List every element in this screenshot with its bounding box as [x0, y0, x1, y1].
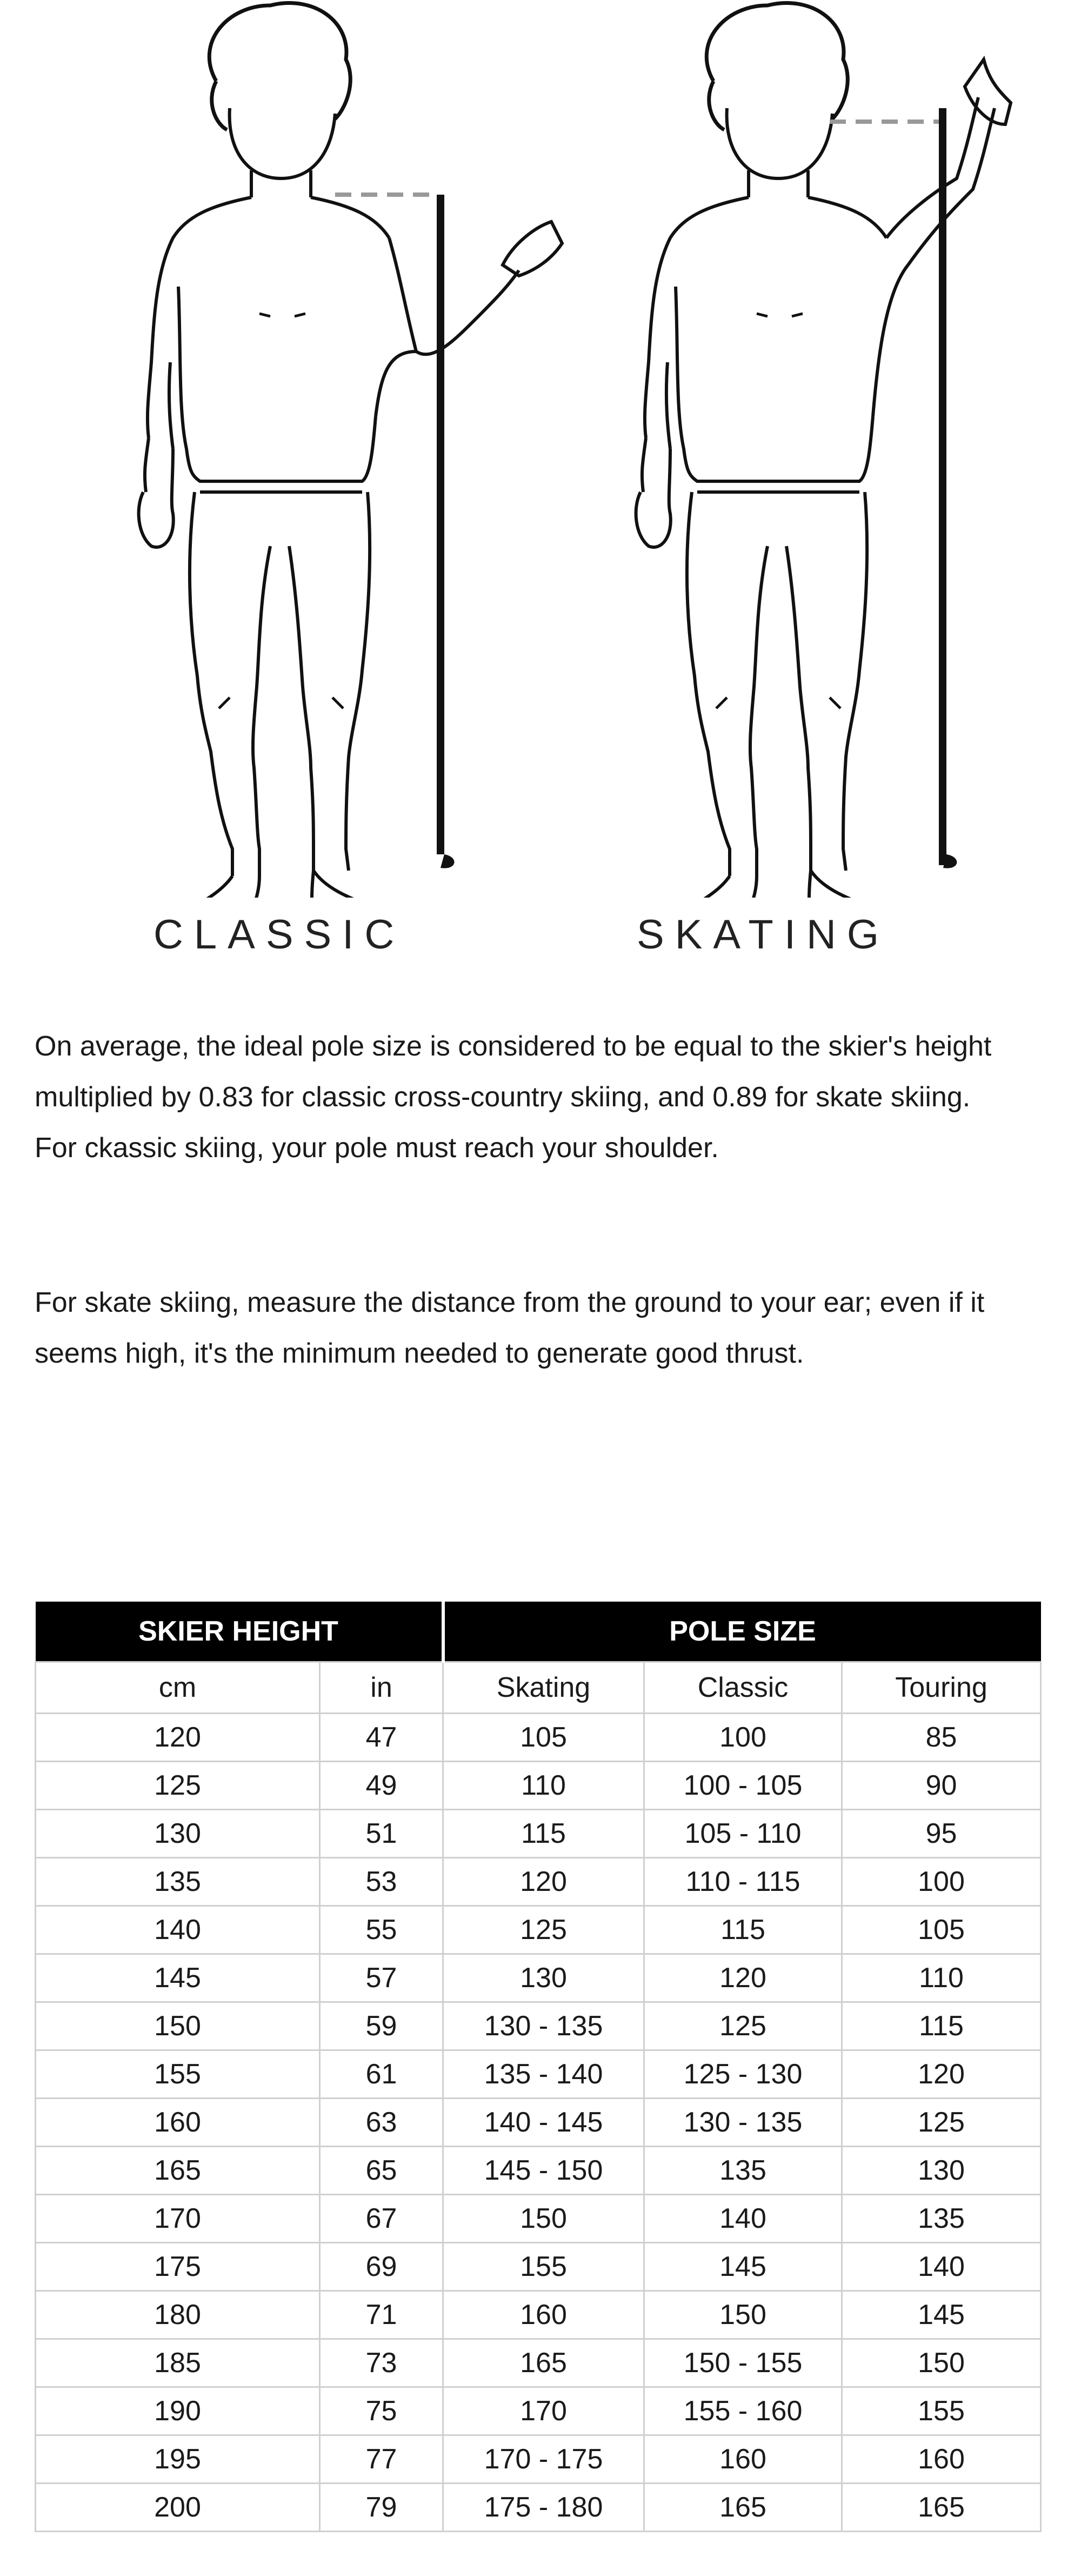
cell-touring: 125: [842, 2099, 1041, 2147]
cell-skating: 160: [443, 2291, 644, 2339]
cell-cm: 145: [36, 1954, 320, 2002]
cell-skating: 130 - 135: [443, 2002, 644, 2050]
skating-label: SKATING: [637, 912, 890, 958]
cell-cm: 120: [36, 1714, 320, 1762]
cell-classic: 150: [644, 2291, 842, 2339]
cell-cm: 180: [36, 2291, 320, 2339]
cell-touring: 140: [842, 2243, 1041, 2291]
cell-skating: 135 - 140: [443, 2050, 644, 2099]
cell-skating: 140 - 145: [443, 2099, 644, 2147]
cell-cm: 200: [36, 2484, 320, 2532]
description-paragraph-2: For skate skiing, measure the distance from the ground to your ear; even if it seems high, it's the minimum needed to generate good thrust.: [35, 1287, 985, 1369]
description-classic-rule: For ckassic skiing, your pole must reach your shoulder.: [35, 1132, 719, 1164]
cell-touring: 85: [842, 1714, 1041, 1762]
table-row: [36, 2147, 1041, 2195]
cell-cm: 165: [36, 2147, 320, 2195]
table-row: [36, 2387, 1041, 2435]
classic-label: CLASSIC: [154, 912, 405, 958]
table-row: [36, 2243, 1041, 2291]
column-header-touring: Touring: [842, 1662, 1041, 1714]
cell-skating: 170: [443, 2387, 644, 2435]
pole-size-illustrations: [0, 0, 1081, 898]
cell-in: 51: [320, 1810, 443, 1858]
column-header-cm: cm: [36, 1662, 320, 1714]
cell-touring: 150: [842, 2339, 1041, 2387]
cell-cm: 140: [36, 1906, 320, 1954]
cell-classic: 125 - 130: [644, 2050, 842, 2099]
cell-cm: 160: [36, 2099, 320, 2147]
table-row: [36, 1810, 1041, 1858]
cell-cm: 130: [36, 1810, 320, 1858]
cell-touring: 95: [842, 1810, 1041, 1858]
cell-in: 65: [320, 2147, 443, 2195]
cell-in: 63: [320, 2099, 443, 2147]
cell-touring: 155: [842, 2387, 1041, 2435]
cell-touring: 130: [842, 2147, 1041, 2195]
cell-touring: 145: [842, 2291, 1041, 2339]
cell-classic: 105 - 110: [644, 1810, 842, 1858]
cell-in: 79: [320, 2484, 443, 2532]
cell-touring: 165: [842, 2484, 1041, 2532]
cell-skating: 105: [443, 1714, 644, 1762]
cell-touring: 105: [842, 1906, 1041, 1954]
table-row: [36, 2291, 1041, 2339]
cell-in: 61: [320, 2050, 443, 2099]
column-header-skating: Skating: [443, 1662, 644, 1714]
table-row: [36, 1762, 1041, 1810]
skating-figure: [636, 3, 1011, 898]
table-row: [36, 2195, 1041, 2243]
cell-classic: 100: [644, 1714, 842, 1762]
cell-classic: 160: [644, 2435, 842, 2484]
cell-cm: 175: [36, 2243, 320, 2291]
table-column-header-row: [36, 1662, 1041, 1714]
cell-skating: 120: [443, 1858, 644, 1906]
cell-in: 59: [320, 2002, 443, 2050]
cell-classic: 150 - 155: [644, 2339, 842, 2387]
cell-classic: 145: [644, 2243, 842, 2291]
cell-cm: 125: [36, 1762, 320, 1810]
cell-cm: 190: [36, 2387, 320, 2435]
cell-cm: 170: [36, 2195, 320, 2243]
cell-in: 73: [320, 2339, 443, 2387]
table-row: [36, 1714, 1041, 1762]
cell-classic: 125: [644, 2002, 842, 2050]
cell-classic: 100 - 105: [644, 1762, 842, 1810]
table-row: [36, 1954, 1041, 2002]
cell-touring: 115: [842, 2002, 1041, 2050]
cell-cm: 195: [36, 2435, 320, 2484]
cell-in: 75: [320, 2387, 443, 2435]
cell-skating: 170 - 175: [443, 2435, 644, 2484]
cell-skating: 150: [443, 2195, 644, 2243]
cell-in: 67: [320, 2195, 443, 2243]
column-header-classic: Classic: [644, 1662, 842, 1714]
cell-in: 55: [320, 1906, 443, 1954]
cell-cm: 135: [36, 1858, 320, 1906]
cell-skating: 145 - 150: [443, 2147, 644, 2195]
header-pole-size: POLE SIZE: [443, 1602, 1041, 1662]
table-row: [36, 1858, 1041, 1906]
cell-skating: 115: [443, 1810, 644, 1858]
cell-skating: 130: [443, 1954, 644, 2002]
cell-classic: 130 - 135: [644, 2099, 842, 2147]
cell-skating: 125: [443, 1906, 644, 1954]
table-row: [36, 2099, 1041, 2147]
cell-touring: 90: [842, 1762, 1041, 1810]
cell-in: 77: [320, 2435, 443, 2484]
cell-cm: 155: [36, 2050, 320, 2099]
description-average-rule: On average, the ideal pole size is considered to be equal to the skier's height multiplied by 0.83 for classic cross-country skiing, and 0.89 for skate skiing.: [35, 1031, 992, 1113]
cell-classic: 135: [644, 2147, 842, 2195]
cell-skating: 175 - 180: [443, 2484, 644, 2532]
cell-classic: 115: [644, 1906, 842, 1954]
table-row: [36, 2339, 1041, 2387]
cell-cm: 185: [36, 2339, 320, 2387]
cell-classic: 120: [644, 1954, 842, 2002]
column-header-in: in: [320, 1662, 443, 1714]
cell-skating: 165: [443, 2339, 644, 2387]
table-group-header-row: [36, 1602, 1041, 1662]
skating-pole: [939, 108, 957, 868]
cell-in: 57: [320, 1954, 443, 2002]
cell-cm: 150: [36, 2002, 320, 2050]
cell-classic: 155 - 160: [644, 2387, 842, 2435]
classic-pole: [437, 195, 454, 868]
cell-in: 69: [320, 2243, 443, 2291]
classic-figure: [139, 3, 562, 898]
pole-size-table: [35, 1602, 1042, 2532]
table-row: [36, 1906, 1041, 1954]
cell-in: 71: [320, 2291, 443, 2339]
header-skier-height: SKIER HEIGHT: [36, 1602, 443, 1662]
cell-classic: 140: [644, 2195, 842, 2243]
cell-classic: 165: [644, 2484, 842, 2532]
description-paragraph-1: [35, 1021, 1051, 1173]
cell-touring: 160: [842, 2435, 1041, 2484]
cell-in: 47: [320, 1714, 443, 1762]
table-row: [36, 2002, 1041, 2050]
cell-touring: 100: [842, 1858, 1041, 1906]
cell-skating: 155: [443, 2243, 644, 2291]
table-row: [36, 2435, 1041, 2484]
cell-in: 53: [320, 1858, 443, 1906]
cell-touring: 120: [842, 2050, 1041, 2099]
table-row: [36, 2484, 1041, 2532]
table-row: [36, 2050, 1041, 2099]
cell-classic: 110 - 115: [644, 1858, 842, 1906]
cell-in: 49: [320, 1762, 443, 1810]
cell-skating: 110: [443, 1762, 644, 1810]
cell-touring: 135: [842, 2195, 1041, 2243]
cell-touring: 110: [842, 1954, 1041, 2002]
